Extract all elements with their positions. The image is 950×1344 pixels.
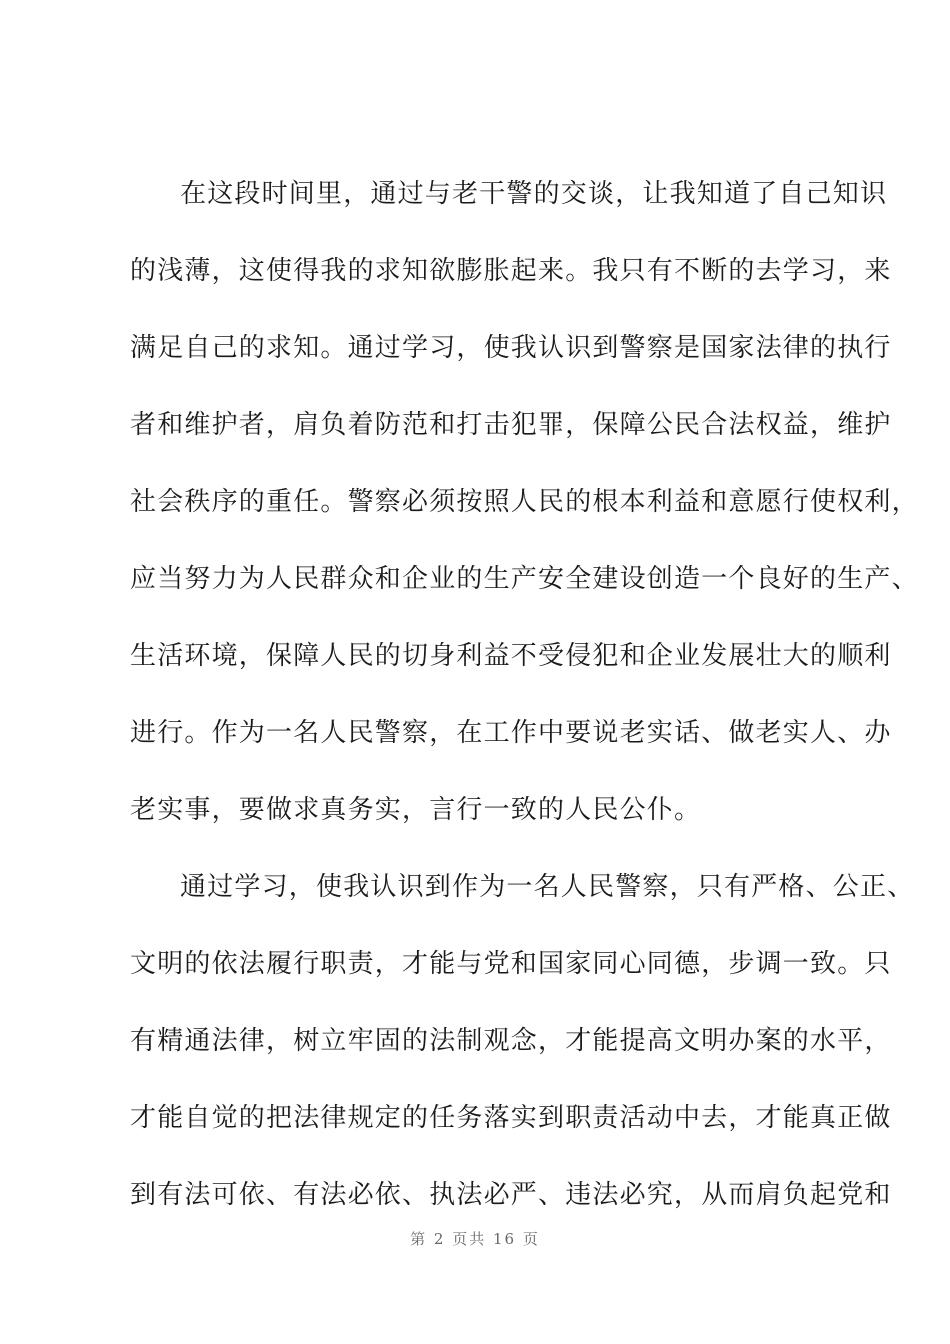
paragraph-1-line-7: 生活环境，保障人民的切身利益不受侵犯和企业发展壮大的顺利 bbox=[130, 641, 892, 671]
paragraph-1-line-8: 进行。作为一名人民警察，在工作中要说老实话、做老实人、办 bbox=[130, 718, 892, 748]
paragraph-2-line-2: 文明的依法履行职责，才能与党和国家同心同德，步调一致。只 bbox=[130, 949, 892, 979]
paragraph-1-line-1: 在这段时间里，通过与老干警的交谈，让我知道了自己知识 bbox=[180, 179, 888, 209]
paragraph-1-line-3: 满足自己的求知。通过学习，使我认识到警察是国家法律的执行 bbox=[130, 333, 892, 363]
paragraph-1-line-2: 的浅薄，这使得我的求知欲膨胀起来。我只有不断的去学习，来 bbox=[130, 256, 892, 286]
paragraph-2-line-1: 通过学习，使我认识到作为一名人民警察，只有严格、公正、 bbox=[180, 872, 915, 902]
paragraph-1-line-9: 老实事，要做求真务实，言行一致的人民公仆。 bbox=[130, 795, 702, 825]
paragraph-2-line-5: 到有法可依、有法必依、执法必严、违法必究，从而肩负起党和 bbox=[130, 1180, 892, 1210]
page-number-footer: 第 2 页共 16 页 bbox=[410, 1230, 540, 1248]
paragraph-1-line-5: 社会秩序的重任。警察必须按照人民的根本利益和意愿行使权利， bbox=[130, 487, 919, 517]
paragraph-2-line-3: 有精通法律，树立牢固的法制观念，才能提高文明办案的水平， bbox=[130, 1026, 892, 1056]
paragraph-1-line-4: 者和维护者，肩负着防范和打击犯罪，保障公民合法权益，维护 bbox=[130, 410, 892, 440]
paragraph-1-line-6: 应当努力为人民群众和企业的生产安全建设创造一个良好的生产、 bbox=[130, 564, 919, 594]
paragraph-2-line-4: 才能自觉的把法律规定的任务落实到职责活动中去，才能真正做 bbox=[130, 1103, 892, 1133]
